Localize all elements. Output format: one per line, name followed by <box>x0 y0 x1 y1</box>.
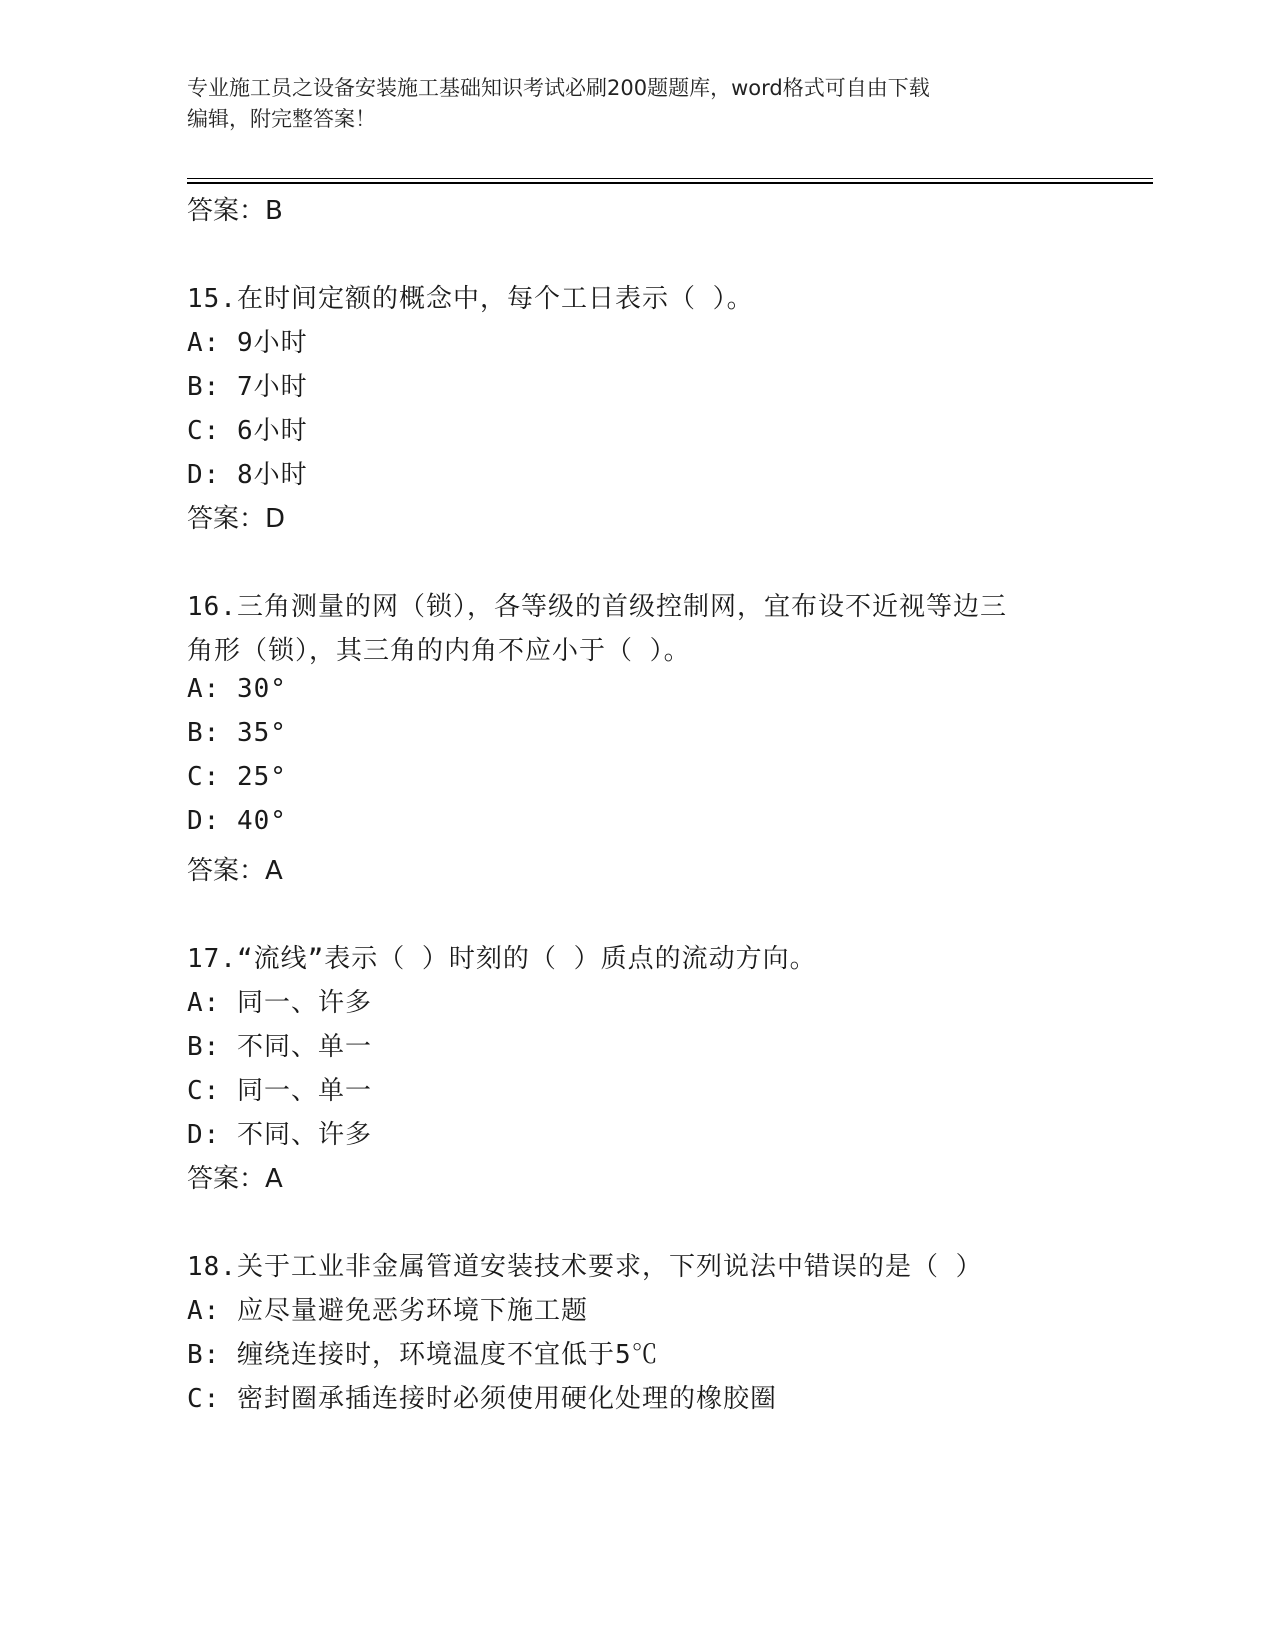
question-16-answer: 答案：A <box>187 856 283 886</box>
header-divider-thin <box>187 178 1153 179</box>
document-header <box>187 73 1067 135</box>
question-16-option-a: A: 30° <box>187 674 287 704</box>
question-16-option-d: D: 40° <box>187 806 287 836</box>
question-17-answer: 答案：A <box>187 1164 283 1194</box>
question-16-stem-line-2: 角形（锁），其三角的内角不应小于（ ）。 <box>187 636 691 666</box>
question-15-stem: 15.在时间定额的概念中，每个工日表示（ ）。 <box>187 284 754 314</box>
question-16-option-c: C: 25° <box>187 762 287 792</box>
question-15-option-d: D: 8小时 <box>187 460 308 490</box>
question-17-option-a: A: 同一、许多 <box>187 988 372 1018</box>
question-15-option-b: B: 7小时 <box>187 372 308 402</box>
question-17-option-c: C: 同一、单一 <box>187 1076 372 1106</box>
question-16-stem-line-1: 16.三角测量的网（锁），各等级的首级控制网，宜布设不近视等边三 <box>187 592 1007 622</box>
question-17-option-b: B: 不同、单一 <box>187 1032 372 1062</box>
header-line-2: 编辑，附完整答案！ <box>187 107 376 131</box>
header-line-1: 专业施工员之设备安装施工基础知识考试必刷200题题库，word格式可自由下载 <box>187 76 930 100</box>
question-18-option-a: A: 应尽量避免恶劣环境下施工题 <box>187 1296 588 1326</box>
question-15-option-a: A: 9小时 <box>187 328 308 358</box>
question-15-answer: 答案：D <box>187 504 286 534</box>
question-15-option-c: C: 6小时 <box>187 416 308 446</box>
question-18-option-c: C: 密封圈承插连接时必须使用硬化处理的橡胶圈 <box>187 1384 777 1414</box>
question-16-option-b: B: 35° <box>187 718 287 748</box>
header-divider-thick <box>187 182 1153 184</box>
question-17-stem: 17.“流线”表示（ ）时刻的（ ）质点的流动方向。 <box>187 944 817 974</box>
answer-line: 答案：B <box>187 196 283 226</box>
question-18-stem: 18.关于工业非金属管道安装技术要求，下列说法中错误的是（ ） <box>187 1252 983 1282</box>
question-17-option-d: D: 不同、许多 <box>187 1120 372 1150</box>
question-18-option-b: B: 缠绕连接时，环境温度不宜低于5℃ <box>187 1340 659 1370</box>
